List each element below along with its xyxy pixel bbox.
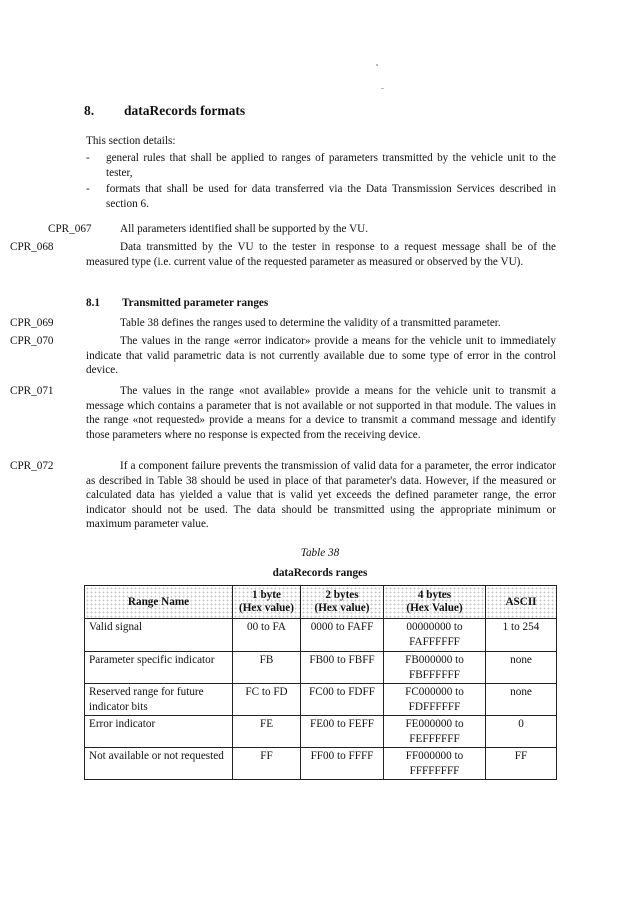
cell-4-bytes-end: FDFFFFFF (408, 700, 461, 713)
requirement-text: Data transmitted by the VU to the tester in response to a request message shall be of the measured type (i.e. current value of the requested parameter as measured or observed by the VU). (86, 241, 556, 268)
scan-speck (381, 88, 384, 89)
cell-1-byte: FF (233, 748, 301, 780)
requirement-id: CPR_070 (10, 335, 54, 347)
cell-2-bytes: FC00 to FDFF (301, 684, 384, 716)
cell-4-bytes-end: FAFFFFFF (409, 635, 460, 648)
subsection-number: 8.1 (86, 297, 100, 309)
requirement-paragraph (48, 222, 556, 237)
cell-1-byte: 00 to FA (233, 619, 301, 652)
scan-speck (376, 64, 378, 66)
bullet-dash: - (86, 152, 90, 164)
header-label: ASCII (505, 595, 537, 608)
requirement-text: The values in the range «not available» provide a means for the vehicle unit to transmit a message which contains a parameter that is not available or not supported in that module. The values in the range «not requested» provide a means for a device to transmit a command message and identify those parameters where no response is expected from the receiving device. (86, 385, 556, 441)
cell-2-bytes: 0000 to FAFF (301, 619, 384, 652)
cell-4-bytes-start: FB000000 to (405, 654, 464, 666)
table-header-row (85, 586, 557, 619)
section-title: dataRecords formats (124, 103, 246, 118)
cell-range-name: Error indicator (85, 716, 233, 748)
requirement-paragraph (10, 459, 556, 532)
requirement-text: If a component failure prevents the transmission of valid data for a parameter, the error indicator as described in Table 38 should be used in place of that parameter's data. However, if the measured or calculated data has yielded a value that is valid yet exceeds the defined parameter range, the error indicator should not be used. The data should be transmitted using the appropriate minimum or maximum parameter value. (86, 460, 556, 530)
table-row (85, 684, 557, 716)
cell-4-bytes (384, 652, 486, 684)
intro-text: This section details: (86, 135, 176, 147)
bullet-item (86, 151, 556, 180)
cell-ascii: none (486, 684, 557, 716)
cell-4-bytes (384, 716, 486, 748)
header-ascii (486, 586, 557, 619)
cell-ascii: 0 (486, 716, 557, 748)
requirement-paragraph (10, 334, 556, 378)
subsection-heading (86, 296, 268, 311)
cell-2-bytes: FE00 to FEFF (301, 716, 384, 748)
header-sublabel: (Hex Value) (406, 602, 463, 614)
cell-4-bytes-end: FFFFFFFF (409, 764, 460, 777)
header-1-byte (233, 586, 301, 619)
requirement-id: CPR_067 (48, 223, 92, 235)
requirement-id: CPR_072 (10, 460, 54, 472)
section-heading (84, 104, 245, 119)
header-4-bytes (384, 586, 486, 619)
cell-1-byte: FC to FD (233, 684, 301, 716)
header-range-name (85, 586, 233, 619)
cell-range-name: Parameter specific indicator (85, 652, 233, 684)
cell-4-bytes-end: FBFFFFFF (408, 668, 461, 681)
requirement-paragraph (10, 240, 556, 269)
cell-4-bytes-start: FC000000 to (405, 686, 464, 698)
cell-4-bytes-start: FF000000 to (405, 750, 464, 762)
cell-1-byte: FE (233, 716, 301, 748)
cell-4-bytes (384, 619, 486, 652)
header-label: 1 byte (252, 589, 281, 601)
header-label: 2 bytes (325, 589, 359, 601)
requirement-text: The values in the range «error indicator» provide a means for the vehicle unit to immediately indicate that valid parametric data is not currently available due to some type of error in the control device. (86, 335, 556, 376)
cell-4-bytes-start: FE000000 to (405, 718, 464, 730)
table-row (85, 748, 557, 780)
cell-4-bytes (384, 684, 486, 716)
cell-range-name: Valid signal (85, 619, 233, 652)
table-row (85, 619, 557, 652)
requirement-id: CPR_071 (10, 385, 54, 397)
cell-range-name: Not available or not requested (85, 748, 233, 780)
requirement-paragraph (10, 316, 556, 331)
section-number: 8. (84, 103, 95, 118)
header-label: 4 bytes (417, 589, 452, 601)
table-row (85, 716, 557, 748)
cell-ascii: 1 to 254 (486, 619, 557, 652)
cell-1-byte: FB (233, 652, 301, 684)
header-label: Range Name (127, 595, 190, 608)
table-row (85, 652, 557, 684)
cell-range-name: Reserved range for future indicator bits (85, 684, 233, 716)
requirement-id: CPR_069 (10, 317, 54, 329)
cell-4-bytes-end: FEFFFFFF (409, 732, 460, 745)
bullet-text: general rules that shall be applied to ranges of parameters transmitted by the vehicle unit to the tester, (106, 152, 556, 179)
ranges-table (84, 585, 557, 780)
cell-4-bytes (384, 748, 486, 780)
bullet-dash: - (86, 183, 90, 195)
cell-2-bytes: FB00 to FBFF (301, 652, 384, 684)
requirement-text: All parameters identified shall be supported by the VU. (120, 223, 369, 235)
header-sublabel: (Hex value) (314, 602, 370, 614)
bullet-item (86, 182, 556, 211)
cell-ascii: none (486, 652, 557, 684)
cell-ascii: FF (486, 748, 557, 780)
table-title: dataRecords ranges (272, 567, 368, 579)
cell-4-bytes-start: 00000000 to (406, 621, 463, 633)
cell-2-bytes: FF00 to FFFF (301, 748, 384, 780)
table-caption: Table 38 (300, 547, 340, 559)
requirement-id: CPR_068 (10, 241, 54, 253)
requirement-text: Table 38 defines the ranges used to determine the validity of a transmitted parameter. (120, 317, 501, 329)
subsection-title: Transmitted parameter ranges (122, 297, 269, 309)
bullet-text: formats that shall be used for data transferred via the Data Transmission Services described in section 6. (106, 183, 556, 210)
header-sublabel: (Hex value) (239, 602, 294, 614)
requirement-paragraph (10, 384, 556, 442)
header-2-bytes (301, 586, 384, 619)
